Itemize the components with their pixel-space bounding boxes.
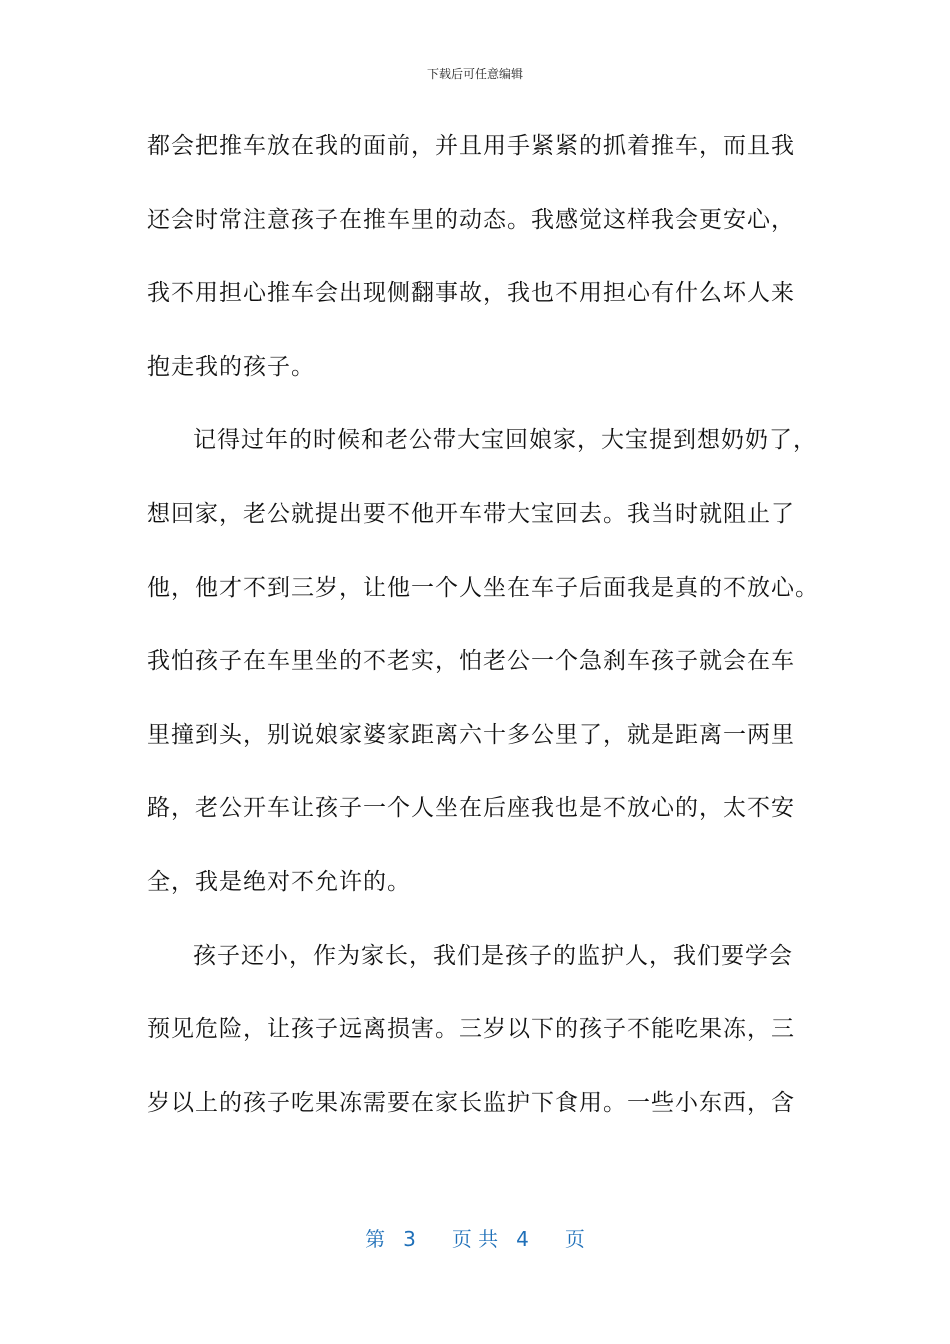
footer-middle: 页 共 <box>451 1227 499 1251</box>
page-header-note: 下载后可任意编辑 <box>426 67 523 81</box>
text-line: 路，老公开车让孩子一个人坐在后座我也是不放心的，太不安 <box>147 795 795 822</box>
paragraph-first-line: 孩子还小，作为家长，我们是孩子的监护人，我们要学会 <box>193 942 793 969</box>
document-body <box>147 110 819 1140</box>
text-line: 还会时常注意孩子在推车里的动态。我感觉这样我会更安心， <box>147 206 795 233</box>
text-line: 里撞到头，别说娘家婆家距离六十多公里了，就是距离一两里 <box>147 721 795 748</box>
total-pages-number: 4 <box>516 1227 529 1251</box>
footer-prefix: 第 <box>365 1227 386 1251</box>
current-page-number: 3 <box>403 1227 416 1251</box>
page-number-footer <box>0 1226 950 1252</box>
text-line: 岁以上的孩子吃果冻需要在家长监护下食用。一些小东西，含 <box>147 1089 795 1116</box>
paragraph-first-line: 记得过年的时候和老公带大宝回娘家，大宝提到想奶奶了， <box>193 427 817 454</box>
text-line: 我不用担心推车会出现侧翻事故，我也不用担心有什么坏人来 <box>147 280 795 307</box>
text-line: 全，我是绝对不允许的。 <box>147 868 411 895</box>
text-line: 预见危险，让孩子远离损害。三岁以下的孩子不能吃果冻，三 <box>147 1016 795 1043</box>
text-line: 想回家，老公就提出要不他开车带大宝回去。我当时就阻止了 <box>147 500 795 527</box>
text-line: 我怕孩子在车里坐的不老实，怕老公一个急刹车孩子就会在车 <box>147 648 795 675</box>
text-line: 抱走我的孩子。 <box>147 353 315 380</box>
text-line: 他，他才不到三岁，让他一个人坐在车子后面我是真的不放心。 <box>147 574 819 601</box>
footer-suffix: 页 <box>564 1227 585 1251</box>
text-line: 都会把推车放在我的面前，并且用手紧紧的抓着推车，而且我 <box>147 133 795 159</box>
